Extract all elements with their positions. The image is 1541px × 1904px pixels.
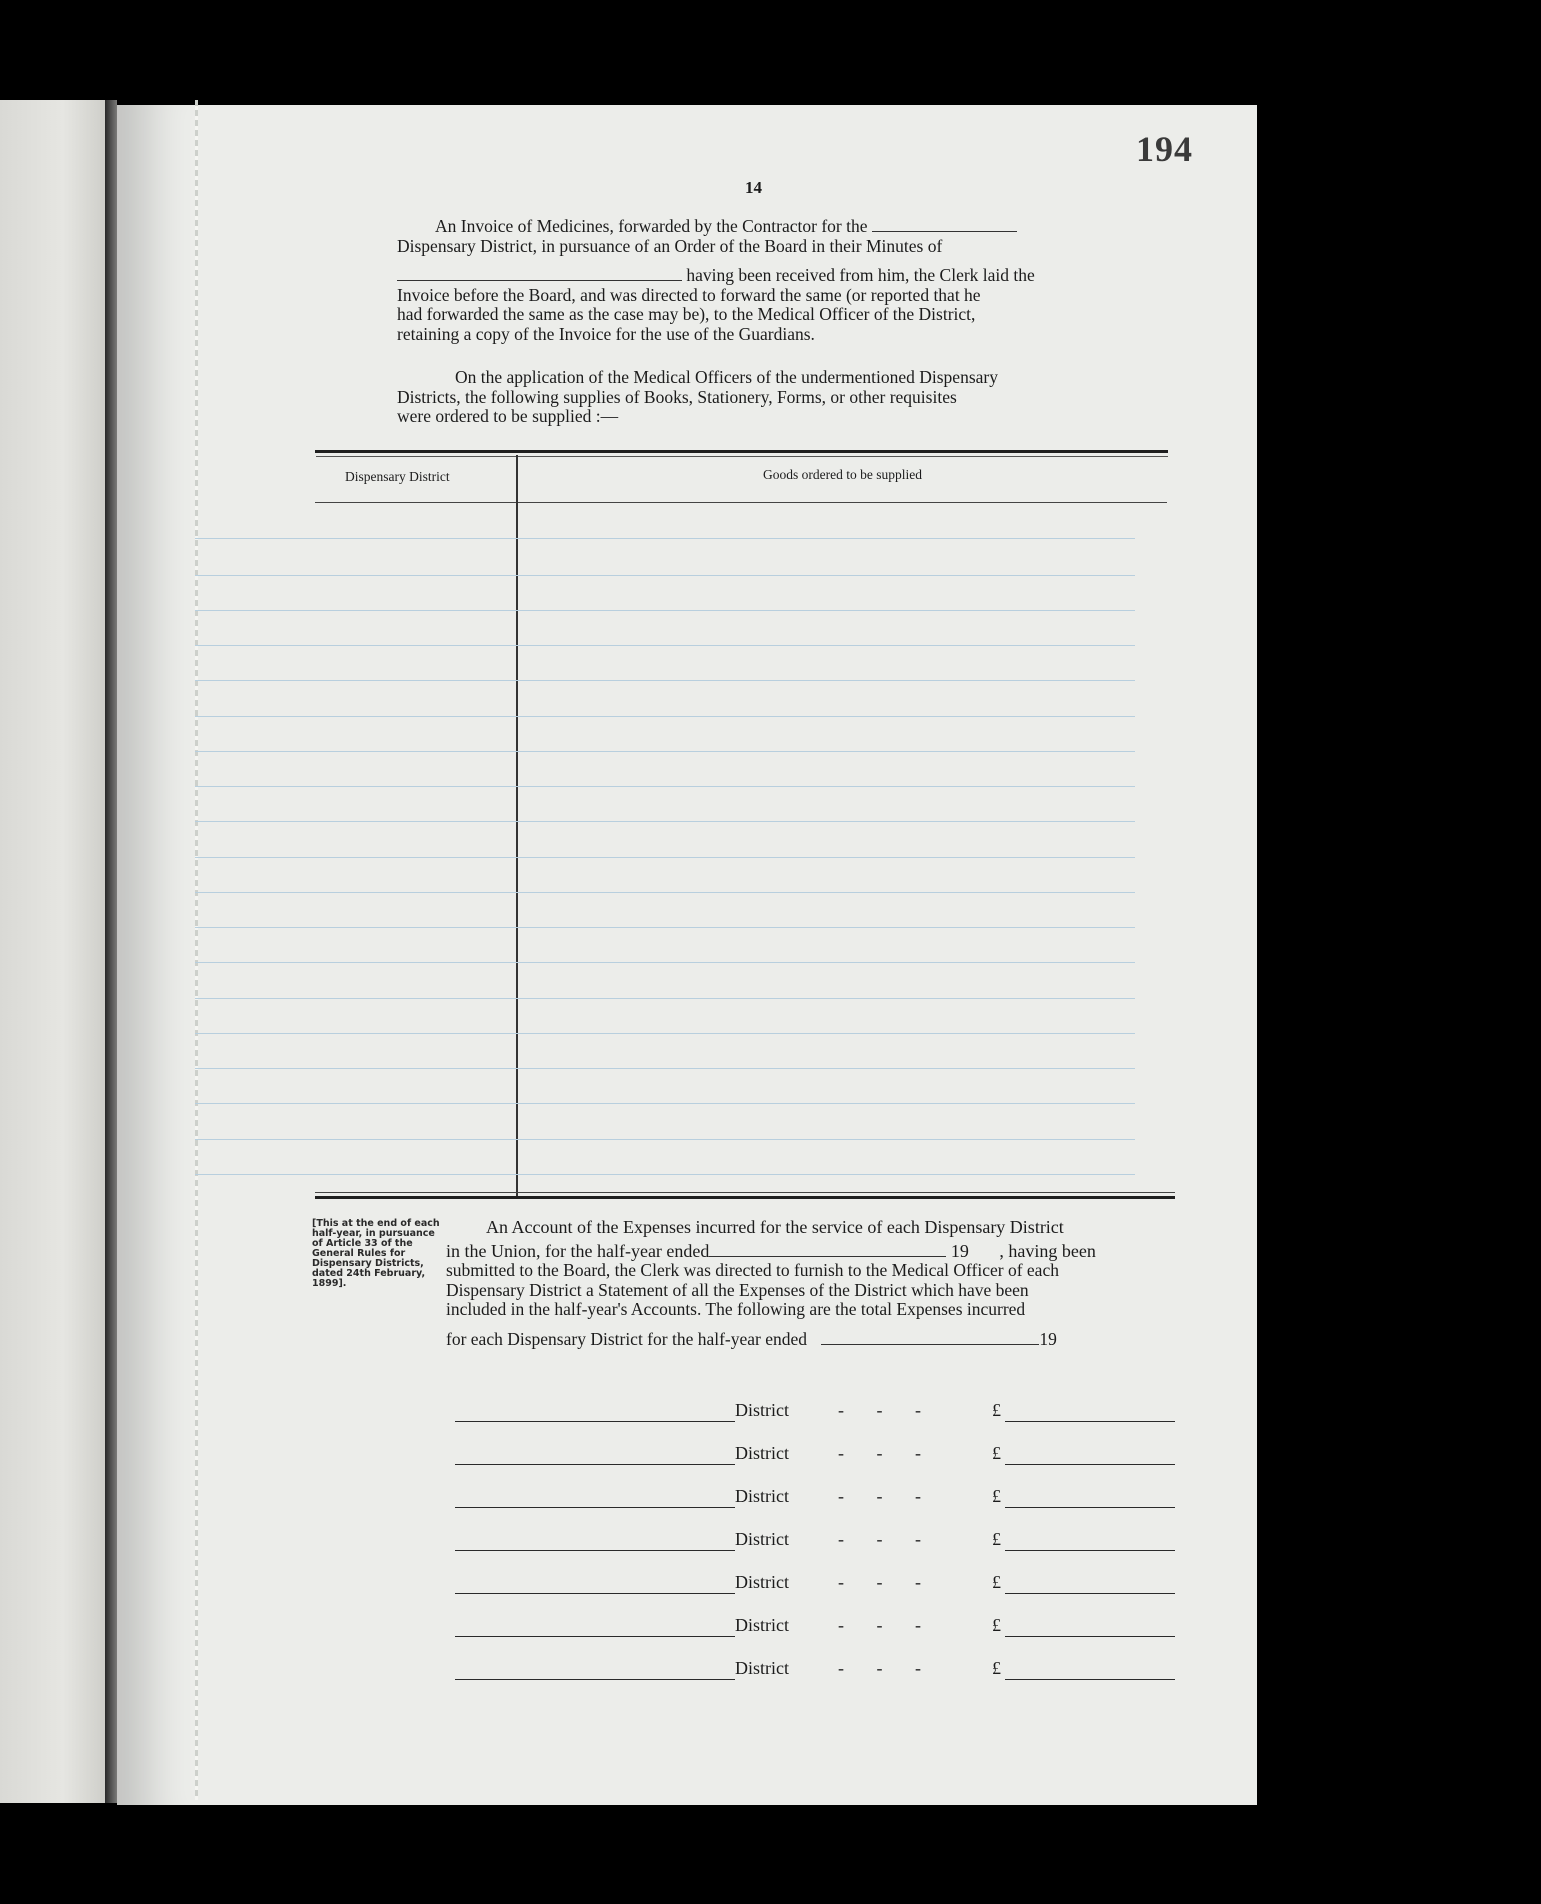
contractor-blank: [872, 230, 1017, 232]
pound-sign: £: [992, 1658, 1001, 1678]
account-line-5: included in the half-year's Accounts. The following are the total Expenses incurred: [446, 1299, 1026, 1319]
amount-blank: [1005, 1464, 1175, 1465]
district-name-blank: [455, 1550, 735, 1551]
amount-blank: [1005, 1550, 1175, 1551]
district-name-blank: [455, 1679, 735, 1680]
row-dashes: - - -: [838, 1400, 921, 1420]
pound-sign: £: [992, 1400, 1001, 1420]
invoice-line-3: having been received from him, the Clerk laid the: [686, 265, 1035, 285]
account-line-2: in the Union, for the half-year ended: [446, 1240, 710, 1261]
account-line-3: submitted to the Board, the Clerk was directed to furnish to the Medical Officer of each: [446, 1260, 1059, 1280]
invoice-line-6: retaining a copy of the Invoice for the use of the Guardians.: [397, 323, 815, 344]
amount-blank: [1005, 1507, 1175, 1508]
invoice-line-4: Invoice before the Board, and was directed to forward the same (or reported that he: [397, 284, 981, 305]
facing-page-edge: [0, 100, 105, 1803]
district-label: District: [735, 1572, 789, 1592]
table-top-rule-thin: [316, 456, 1168, 457]
row-dashes: - - -: [838, 1658, 921, 1678]
supplies-paragraph: [397, 368, 1113, 427]
district-name-blank: [455, 1507, 735, 1508]
book-gutter: [105, 100, 117, 1803]
invoice-line-2: Dispensary District, in pursuance of an Order of the Board in their Minutes of: [397, 235, 943, 256]
year-prefix: 19: [950, 1240, 969, 1261]
column-header-district: Dispensary District: [345, 469, 450, 484]
district-label: District: [735, 1658, 789, 1678]
stamp-number: 194: [1136, 129, 1193, 169]
row-dashes: - - -: [838, 1615, 921, 1635]
pound-sign: £: [992, 1486, 1001, 1506]
amount-blank: [1005, 1679, 1175, 1680]
table-top-rule: [315, 450, 1168, 453]
margin-note: [This at the end of each half-year, in pursuance of Article 33 of the General Rules for Dispensary Districts, dated 24th February, 1899].: [312, 1218, 440, 1289]
table-header-rule: [315, 502, 1167, 503]
column-header-goods: Goods ordered to be supplied: [763, 467, 922, 482]
district-label: District: [735, 1486, 789, 1506]
half-year-date-blank-2: [821, 1343, 1039, 1345]
district-label: District: [735, 1400, 789, 1420]
invoice-paragraph: [397, 217, 1113, 344]
account-line-4: Dispensary District a Statement of all the Expenses of the District which have been: [446, 1279, 1029, 1300]
perforated-edge: [195, 100, 198, 1800]
account-line-2-end: , having been: [999, 1240, 1096, 1261]
table-bottom-rule: [315, 1196, 1175, 1199]
invoice-line-5: had forwarded the same as the case may be), to the Medical Officer of the District,: [397, 304, 976, 324]
supplies-line-2: Districts, the following supplies of Books, Stationery, Forms, or other requisites: [397, 386, 957, 407]
supplies-line-1: On the application of the Medical Officers of the undermentioned Dispensary: [455, 367, 998, 387]
invoice-line-1: An Invoice of Medicines, forwarded by the Contractor for the: [435, 216, 868, 236]
district-label: District: [735, 1615, 789, 1635]
amount-blank: [1005, 1421, 1175, 1422]
row-dashes: - - -: [838, 1443, 921, 1463]
pound-sign: £: [992, 1529, 1001, 1549]
pound-sign: £: [992, 1615, 1001, 1635]
supplies-line-3: were ordered to be supplied :—: [397, 406, 619, 426]
row-dashes: - - -: [838, 1572, 921, 1592]
pound-sign: £: [992, 1572, 1001, 1592]
amount-blank: [1005, 1636, 1175, 1637]
page-number: 14: [745, 178, 762, 197]
amount-blank: [1005, 1593, 1175, 1594]
district-label: District: [735, 1443, 789, 1463]
row-dashes: - - -: [838, 1486, 921, 1506]
pound-sign: £: [992, 1443, 1001, 1463]
district-name-blank: [455, 1636, 735, 1637]
account-line-1: An Account of the Expenses incurred for the service of each Dispensary District: [486, 1217, 1064, 1237]
table-column-divider: [516, 455, 518, 1197]
district-name-blank: [455, 1593, 735, 1594]
half-year-date-blank: [709, 1255, 946, 1257]
account-line-6: for each Dispensary District for the half-year ended: [446, 1328, 808, 1349]
minutes-date-blank: [397, 279, 682, 281]
district-name-blank: [455, 1464, 735, 1465]
district-label: District: [735, 1529, 789, 1549]
account-paragraph: [446, 1218, 1176, 1349]
year-prefix-2: 19: [1039, 1328, 1057, 1349]
row-dashes: - - -: [838, 1529, 921, 1549]
table-bottom-rule-thin: [315, 1192, 1175, 1193]
district-name-blank: [455, 1421, 735, 1422]
